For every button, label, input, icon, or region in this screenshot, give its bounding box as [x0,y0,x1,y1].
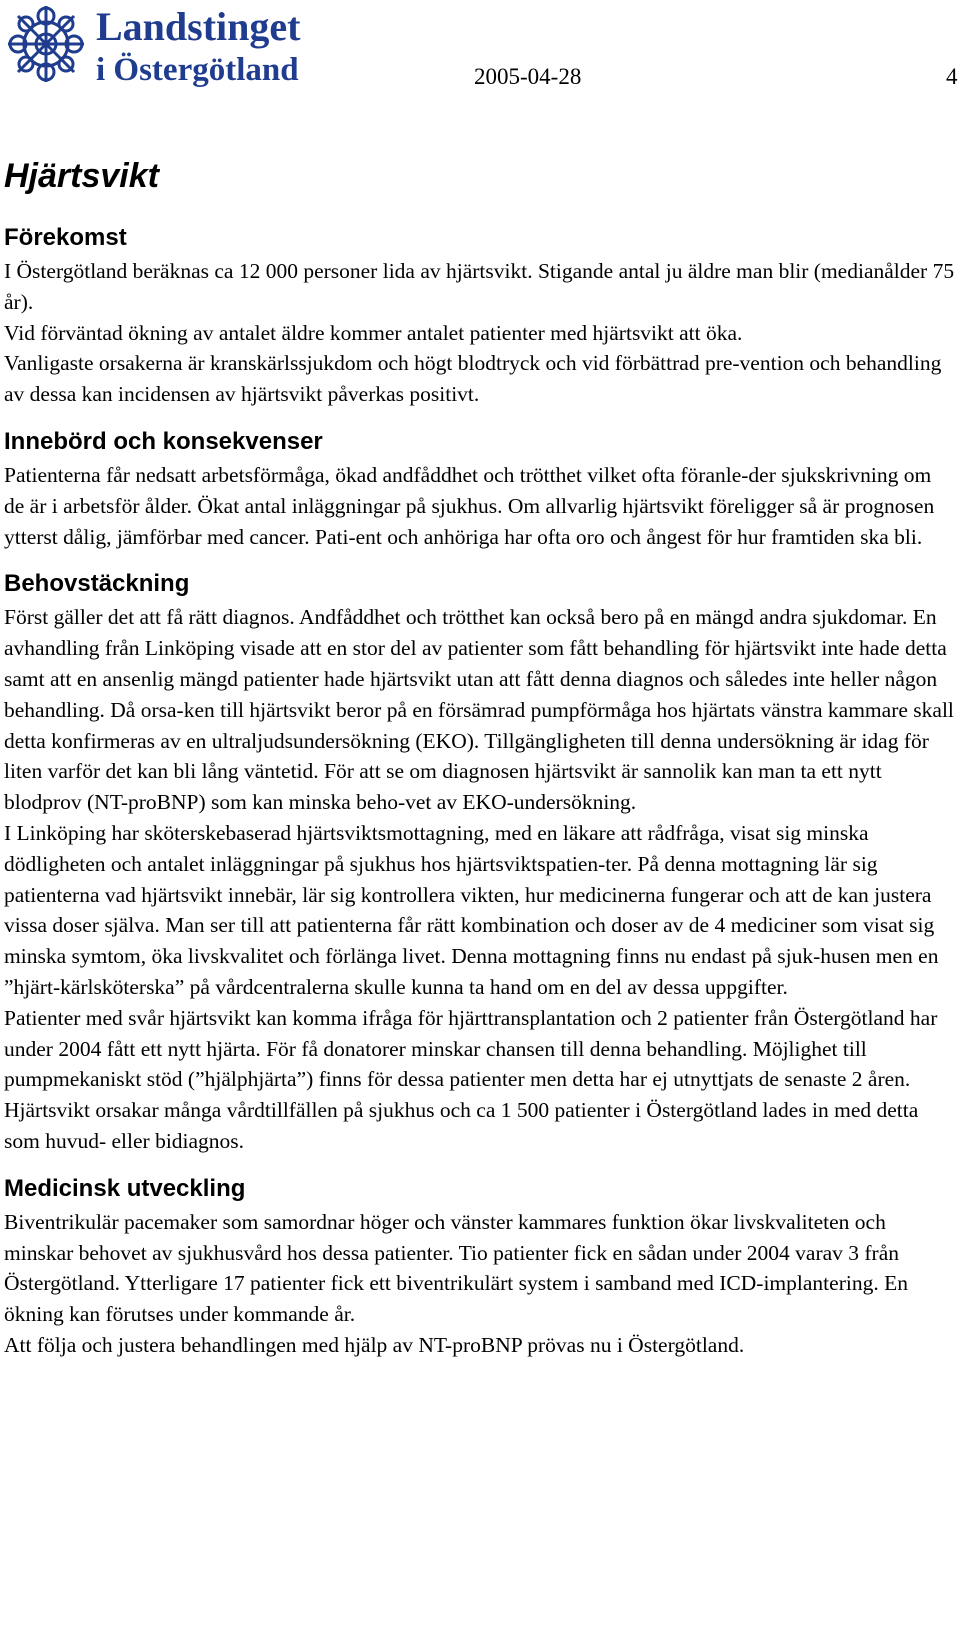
section-behovstackning [4,566,956,1156]
paragraph: Vid förväntad ökning av antalet äldre kommer antalet patienter med hjärtsvikt att öka. [4,320,743,345]
header-date: 2005-04-28 [474,64,582,89]
landstinget-logo [4,2,349,90]
document-title: Hjärtsvikt [4,157,159,195]
paragraph: Patienterna får nedsatt arbetsförmåga, ökad andfåddhet och trötthet vilket ofta föranle-der sjukskrivning om de är i arbetsför ålder. Ökat antal inläggningar på sjukhus. Om allvarlig hjärtsvikt föreligger så är prognosen ytterst dålig, jämförbar med cancer. Pati-ent och anhöriga har ofta oro och ångest för hur framtiden ska bli. [4,462,935,549]
section-heading: Behovstäckning [4,570,190,598]
document-body [4,150,956,1375]
section-heading: Innebörd och konsekvenser [4,427,323,455]
paragraph: Att följa och justera behandlingen med hjälp av NT-proBNP prövas nu i Östergötland. [4,1332,745,1357]
paragraph: Biventrikulär pacemaker som samordnar höger och vänster kammares funktion ökar livskvaliteten och minskar behovet av sjukhusvård hos dessa patienter. Tio patienter fick en sådan under 2004 varav 3 från Östergötland. Ytterligare 17 patienter fick ett biventrikulärt system i samband med ICD-implantering. En ökning kan förutses under kommande år. [4,1209,908,1327]
logo-line2: i Östergötland [96,52,299,88]
logo-graphic [4,2,349,90]
section-forekomst [4,220,956,410]
paragraph: Hjärtsvikt orsakar många vårdtillfällen på sjukhus och ca 1 500 patienter i Östergötland lades in med detta som huvud- eller bidiagnos. [4,1098,919,1153]
paragraph: I Linköping har sköterskebaserad hjärtsviktsmottagning, med en läkare att rådfråga, visat sig minska dödligheten och antalet inläggningar på sjukhus hos hjärtsviktspatien-ter. På denna mottagning lär sig patienterna vad hjärtsvikt innebär, lär sig kontrollera vikten, hur medicinerna fungerar och att de kan justera vissa doser själva. Man ser till att patienterna får rätt kombination och doser av de 4 mediciner som visat sig minska symtom, öka livskvalitet och förlänga livet. Denna mottagning finns nu endast på sjuk-husen men en ”hjärt-kärlsköterska” på vårdcentralerna skulle kunna ta hand om en del av dessa uppgifter. [4,820,939,999]
logo-line1: Landstinget [96,4,301,49]
section-medicinsk-utveckling [4,1171,956,1361]
paragraph: Först gäller det att få rätt diagnos. Andfåddhet och trötthet kan också bero på en mängd andra sjukdomar. En avhandling från Linköping visade att en stor del av patienter som fått behandling för hjärtsvikt inte hade detta samt att en ansenlig mängd patienter hade hjärtsvikt utan att fått denna diagnos och således inte heller någon behandling. Då orsa-ken till hjärtsvikt beror på en försämrad pumpförmåga hos hjärtats vänstra kammare skall detta konfirmeras av en ultraljudsundersökning (EKO). Tillgängligheten till denna undersökning är idag för liten varför det kan bli lång väntetid. För att se om diagnosen hjärtsvikt är sannolik kan man ta ett nytt blodprov (NT-proBNP) som kan minska beho-vet av EKO-undersökning. [4,605,954,815]
emblem-icon [8,6,84,82]
page-header [0,0,960,100]
page-number: 4 [946,64,958,89]
section-heading: Förekomst [4,224,127,251]
section-innebord [4,424,956,552]
section-heading: Medicinsk utveckling [4,1174,246,1202]
paragraph: Patienter med svår hjärtsvikt kan komma ifråga för hjärttransplantation och 2 patienter från Östergötland har under 2004 fått ett nytt hjärta. För få donatorer minskar chansen till denna behandling. Möjlighet till pumpmekaniskt stöd (”hjälphjärta”) finns för dessa patienter men detta har ej utnyttjats de senaste 2 åren. [4,1005,938,1092]
paragraph: I Östergötland beräknas ca 12 000 personer lida av hjärtsvikt. Stigande antal ju äldre man blir (medianålder 75 år). [4,259,955,314]
paragraph: Vanligaste orsakerna är kranskärlssjukdom och högt blodtryck och vid förbättrad pre-vention och behandling av dessa kan incidensen av hjärtsvikt påverkas positivt. [4,351,942,407]
